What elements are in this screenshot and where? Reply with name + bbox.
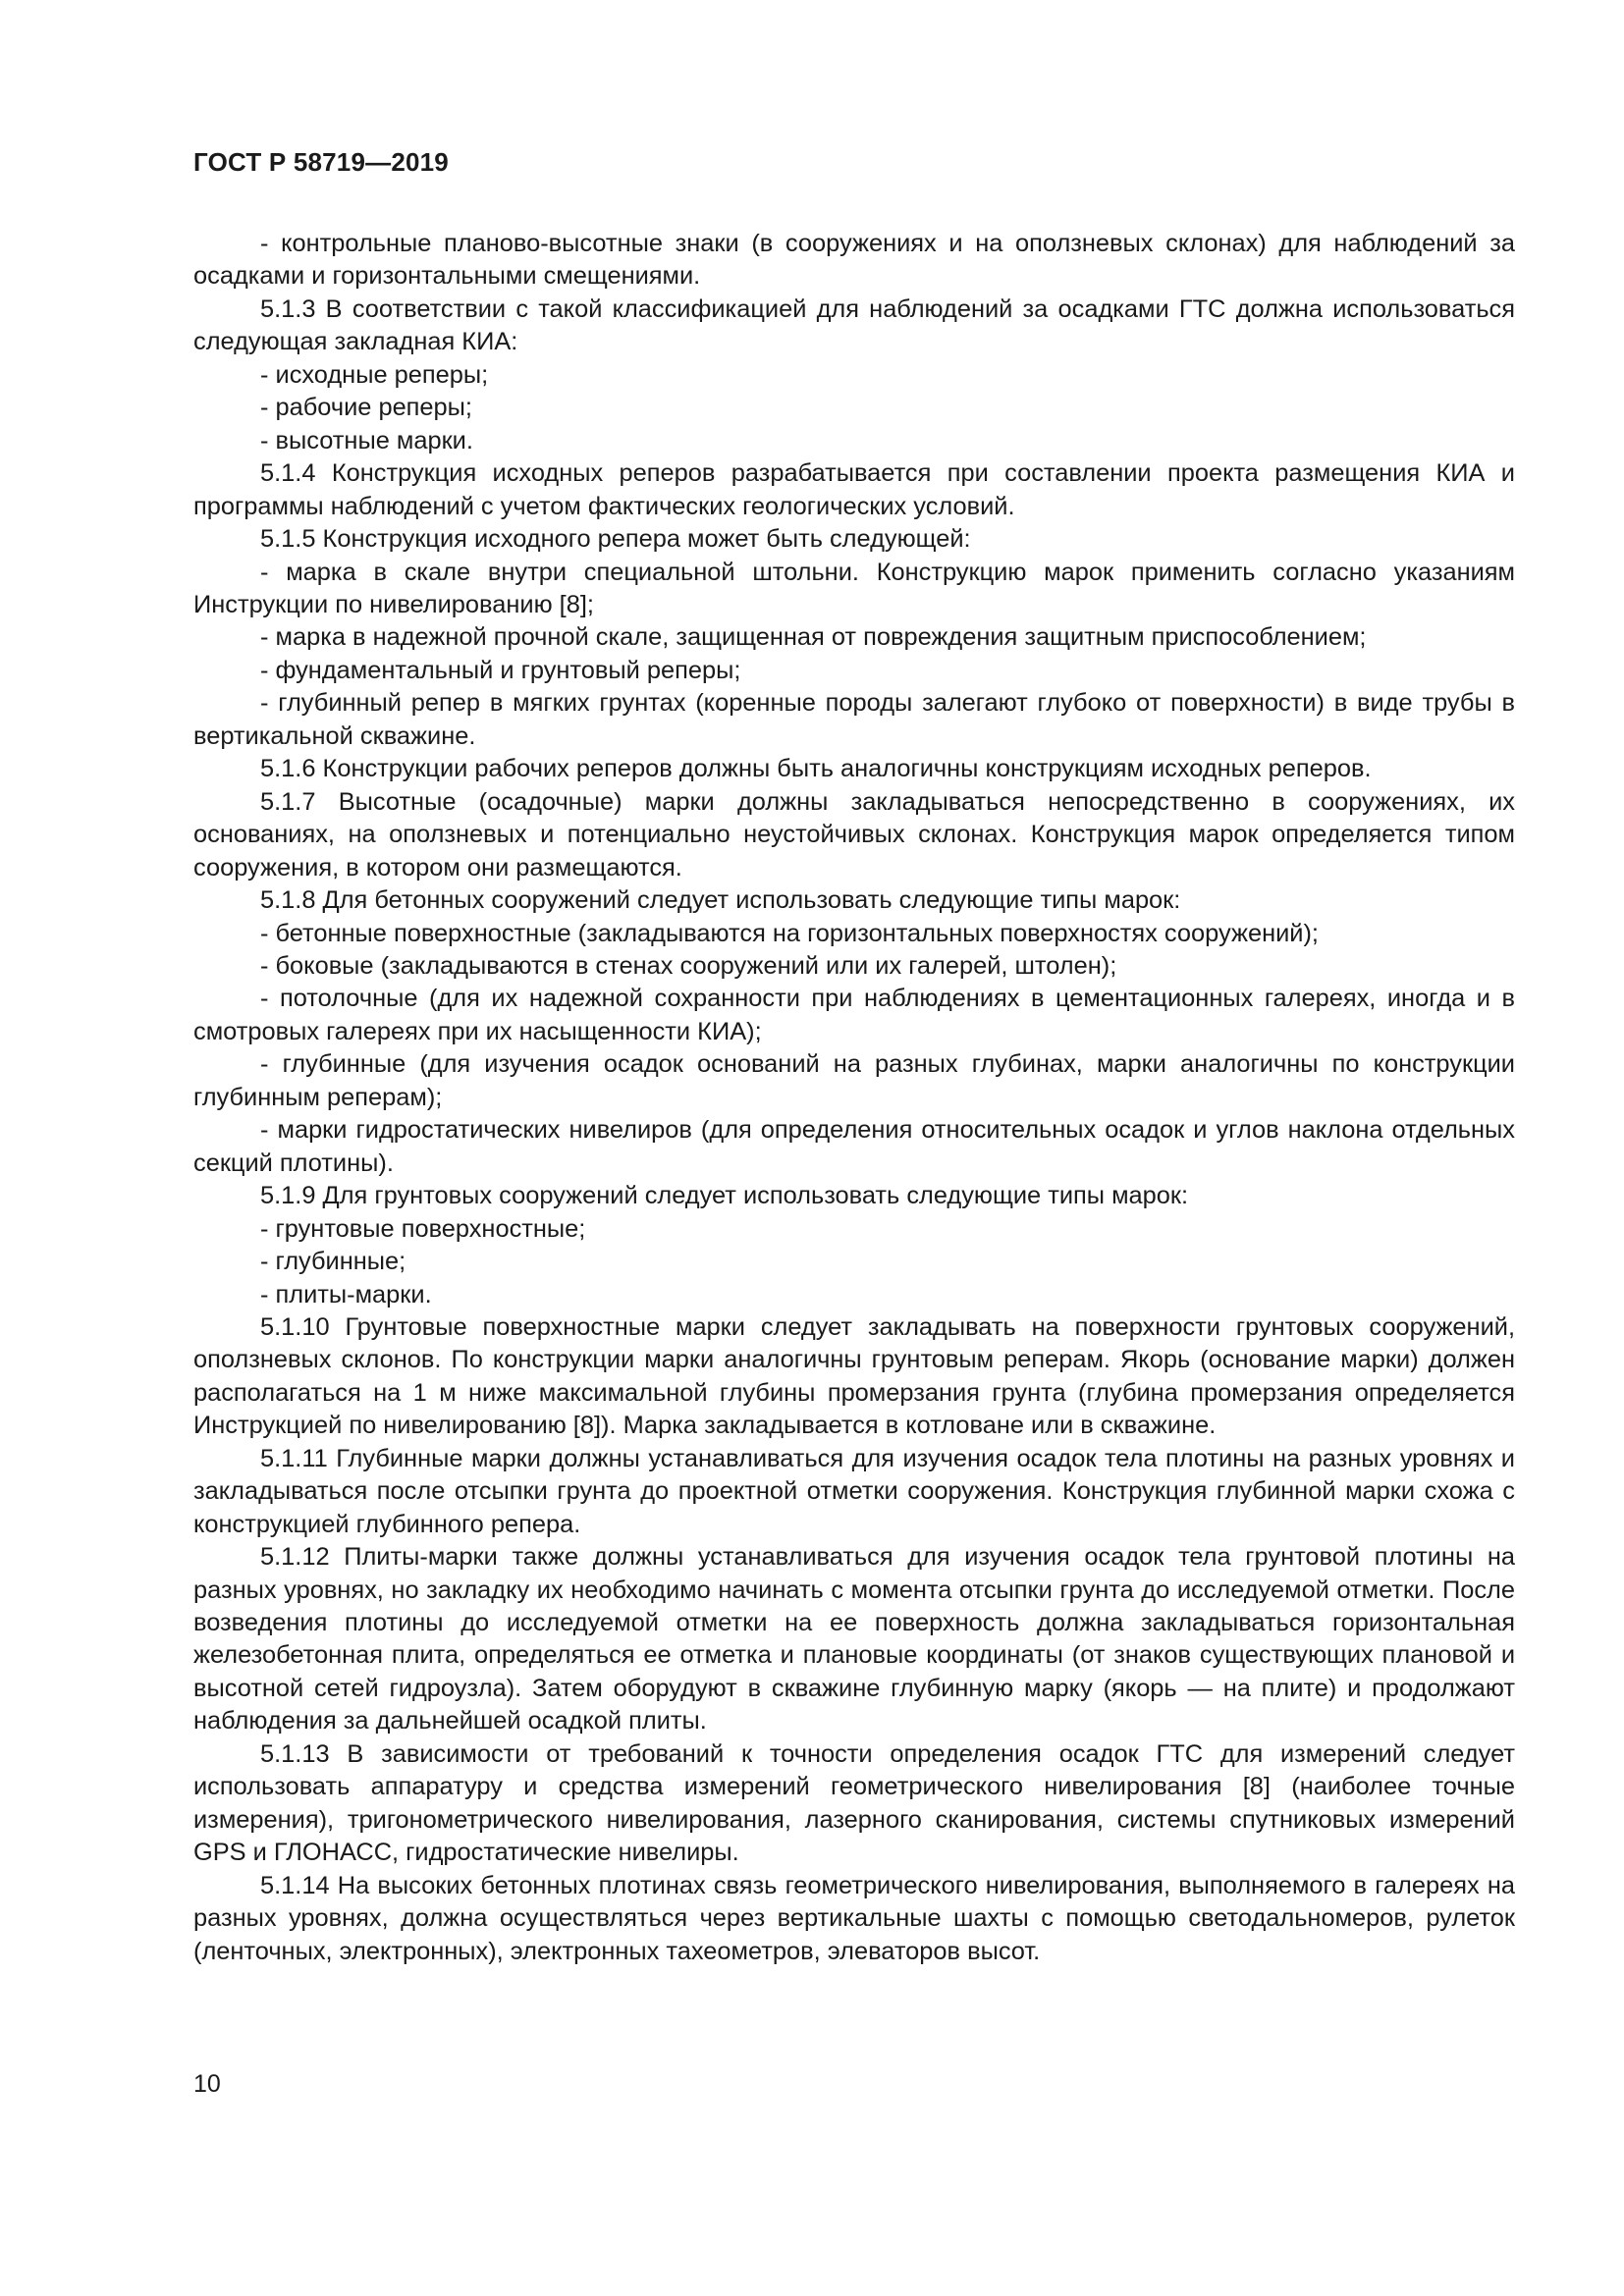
list-item: - марка в скале внутри специальной штольни. Конструкцию марок применить согласно указаниям Инструкции по нивелированию [8]; (193, 558, 1515, 618)
clause-paragraph: 5.1.11 Глубинные марки должны устанавливаться для изучения осадок тела плотины на разных уровнях и закладываться после отсыпки грунта до проектной отметки сооружения. Конструкция глубинной марки схожа с конструкцией глубинного репера. (193, 1444, 1515, 1538)
list-item: - грунтовые поверхностные; (260, 1214, 586, 1243)
clause-paragraph: 5.1.8 Для бетонных сооружений следует использовать следующие типы марок: (260, 886, 1181, 915)
clause-paragraph: 5.1.6 Конструкции рабочих реперов должны быть аналогичны конструкциям исходных реперов. (260, 755, 1372, 783)
list-item: - глубинные; (260, 1248, 406, 1276)
list-item: - исходные реперы; (260, 360, 489, 389)
clause-paragraph: 5.1.3 В соответствии с такой классификацией для наблюдений за осадками ГТС должна использоваться следующая закладная КИА: (193, 294, 1515, 356)
document-body (193, 228, 1515, 1968)
list-item: - рабочие реперы; (260, 394, 472, 422)
list-item: - потолочные (для их надежной сохранности при наблюдениях в цементационных галереях, иногда и в смотровых галереях при их насыщенности КИА); (193, 985, 1515, 1045)
clause-paragraph: 5.1.14 На высоких бетонных плотинах связь геометрического нивелирования, выполняемого в галереях на разных уровнях, должна осуществляться через вертикальные шахты с помощью светодальномеров, рулеток (ленточных, электронных), электронных тахеометров, элеваторов высот. (193, 1871, 1515, 1965)
list-item: - высотные марки. (260, 426, 473, 454)
list-item: - марка в надежной прочной скале, защищенная от повреждения защитным приспособлением; (260, 623, 1367, 652)
list-item: - контрольные планово-высотные знаки (в сооружениях и на оползневых склонах) для наблюдений за осадками и горизонтальными смещениями. (193, 230, 1515, 291)
document-header: ГОСТ Р 58719—2019 (193, 147, 449, 177)
clause-paragraph: 5.1.4 Конструкция исходных реперов разрабатывается при составлении проекта размещения КИА и программы наблюдений с учетом фактических геологических условий. (193, 459, 1515, 520)
clause-paragraph: 5.1.13 В зависимости от требований к точности определения осадок ГТС для измерений следует использовать аппаратуру и средства измерений геометрического нивелирования [8] (наиболее точные измерения), тригонометрического нивелирования, лазерного сканирования, системы спутниковых измерений GPS и ГЛОНАСС, гидростатические нивелиры. (193, 1739, 1515, 1867)
clause-paragraph: 5.1.9 Для грунтовых сооружений следует использовать следующие типы марок: (260, 1182, 1189, 1210)
list-item: - фундаментальный и грунтовый реперы; (260, 656, 741, 684)
list-item: - бетонные поверхностные (закладываются на горизонтальных поверхностях сооружений); (260, 919, 1319, 947)
clause-paragraph: 5.1.12 Плиты-марки также должны устанавливаться для изучения осадок тела грунтовой плотины на разных уровнях, но закладку их необходимо начинать с момента отсыпки грунта до исследуемой отметки. После возведения плотины до исследуемой отметки на ее поверхность должна закладываться горизонтальная железобетонная плита, определяться ее отметка и плановые координаты (от знаков существующих плановой и высотной сетей гидроузла). Затем оборудуют в скважине глубинную марку (якорь — на плите) и продолжают наблюдения за дальнейшей осадкой плиты. (193, 1543, 1515, 1735)
list-item: - глубинные (для изучения осадок оснований на разных глубинах, марки аналогичны по конструкции глубинным реперам); (193, 1050, 1515, 1111)
list-item: - боковые (закладываются в стенах сооружений или их галерей, штолен); (260, 951, 1117, 980)
clause-paragraph: 5.1.5 Конструкция исходного репера может быть следующей: (260, 525, 971, 554)
clause-paragraph: 5.1.10 Грунтовые поверхностные марки следует закладывать на поверхности грунтовых сооружений, оползневых склонов. По конструкции марки аналогичны грунтовым реперам. Якорь (основание марки) должен располагаться на 1 м ниже максимальной глубины промерзания грунта (глубина промерзания определяется Инструкцией по нивелированию [8]). Марка закладывается в котловане или в скважине. (193, 1312, 1515, 1440)
list-item: - плиты-марки. (260, 1280, 432, 1308)
clause-paragraph: 5.1.7 Высотные (осадочные) марки должны закладываться непосредственно в сооружениях, их основаниях, на оползневых и потенциально неустойчивых склонах. Конструкция марок определяется типом сооружения, в котором они размещаются. (193, 787, 1515, 881)
list-item: - глубинный репер в мягких грунтах (коренные породы залегают глубоко от поверхности) в виде трубы в вертикальной скважине. (193, 689, 1515, 750)
list-item: - марки гидростатических нивелиров (для определения относительных осадок и углов наклона отдельных секций плотины). (193, 1116, 1515, 1177)
page-number: 10 (193, 2070, 221, 2098)
